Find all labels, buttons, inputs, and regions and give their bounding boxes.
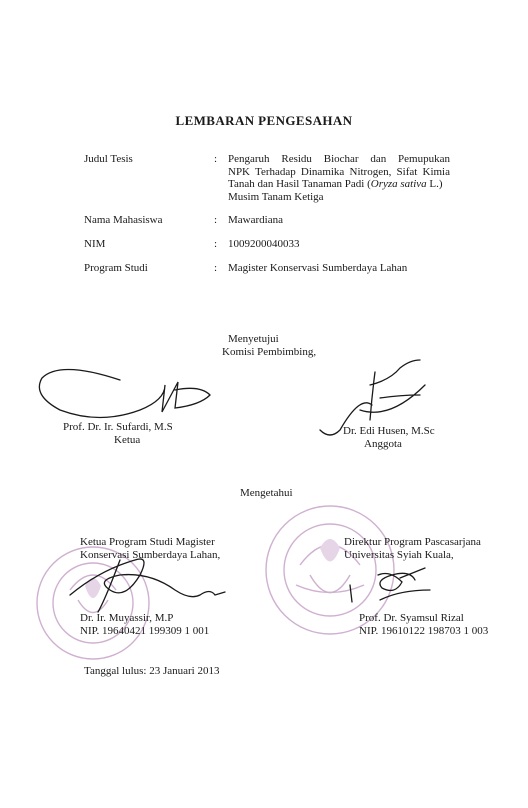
- document-title: LEMBARAN PENGESAHAN: [175, 113, 353, 128]
- left-signer-name: Dr. Ir. Muyassir, M.P: [80, 612, 174, 624]
- value-nama-mahasiswa: Mawardiana: [228, 214, 283, 226]
- signature-anggota: [320, 360, 425, 435]
- colon-judul: :: [214, 153, 218, 165]
- left-signer-nip: NIP. 19640421 199309 1 001: [80, 625, 210, 637]
- right-signer-title-1: Direktur Program Pascasarjana: [344, 536, 481, 548]
- right-signer-nip: NIP. 19610122 198703 1 003: [359, 625, 489, 637]
- thesis-title-part: Tanah dan Hasil Tanaman Padi (: [228, 178, 371, 191]
- ketua-role: Ketua: [114, 434, 141, 446]
- right-signer-name: Prof. Dr. Syamsul Rizal: [359, 612, 464, 624]
- species-name: Oryza sativa: [370, 178, 427, 191]
- thesis-title-line: Pengaruh Residu Biochar dan Pemupukan: [228, 153, 450, 165]
- label-program-studi: Program Studi: [84, 262, 148, 274]
- label-judul-tesis: Judul Tesis: [84, 153, 133, 165]
- signature-direktur: [378, 568, 430, 600]
- graduation-date: Tanggal lulus: 23 Januari 2013: [84, 665, 220, 677]
- left-signer-title-1: Ketua Program Studi Magister: [80, 536, 215, 548]
- thesis-title-line: NPK Terhadap Dinamika Nitrogen, Sifat Kimia: [228, 165, 450, 178]
- signature-ketua-prodi: [70, 559, 225, 612]
- signature-ketua: [39, 369, 210, 417]
- left-signer-title-2: Konservasi Sumberdaya Lahan,: [80, 549, 221, 561]
- acknowledge-heading: Mengetahui: [240, 487, 293, 499]
- approval-heading: Menyetujui: [228, 333, 279, 345]
- value-program-studi: Magister Konservasi Sumberdaya Lahan: [228, 262, 408, 274]
- colon-prodi: :: [214, 262, 218, 274]
- right-signer-title-2: Universitas Syiah Kuala,: [344, 549, 454, 561]
- anggota-name: Dr. Edi Husen, M.Sc: [343, 425, 435, 437]
- thesis-title-line: Musim Tanam Ketiga: [228, 190, 324, 203]
- colon-nama: :: [214, 214, 218, 226]
- anggota-role: Anggota: [364, 438, 402, 450]
- ketua-name: Prof. Dr. Ir. Sufardi, M.S: [63, 421, 173, 433]
- value-nim: 1009200040033: [228, 238, 300, 250]
- label-nama-mahasiswa: Nama Mahasiswa: [84, 214, 163, 226]
- colon-nim: :: [214, 238, 218, 250]
- thesis-title-part: L.): [426, 178, 443, 191]
- committee-heading: Komisi Pembimbing,: [222, 346, 317, 358]
- label-nim: NIM: [84, 238, 106, 250]
